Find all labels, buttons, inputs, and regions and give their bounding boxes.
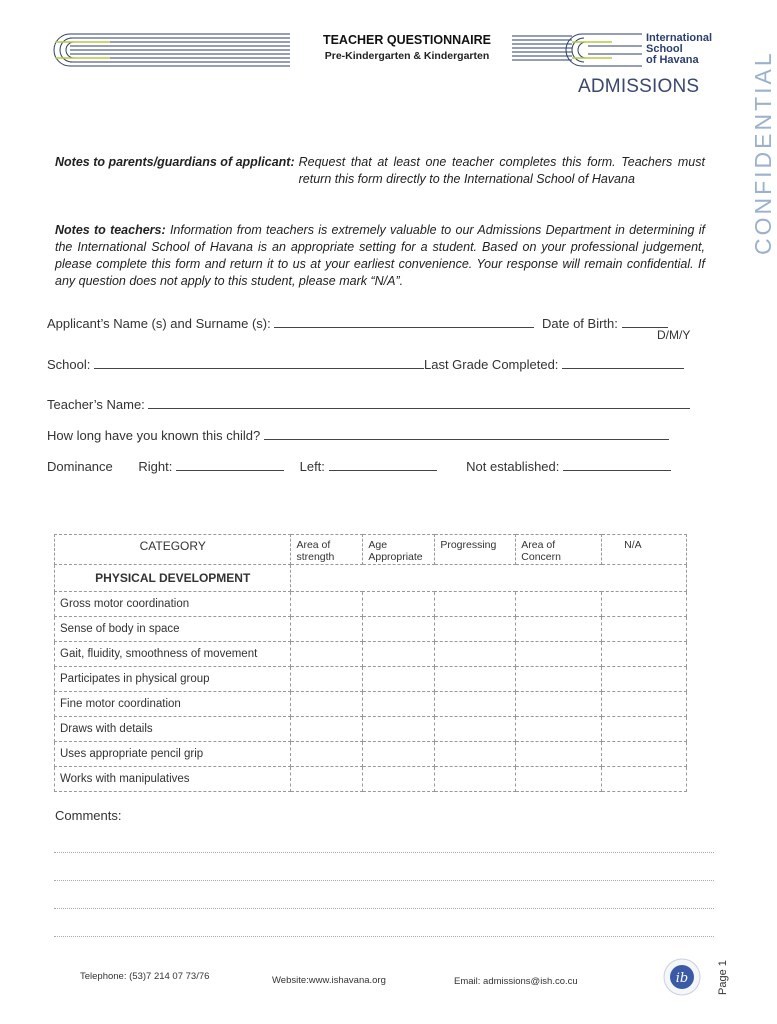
school-label: School:: [47, 357, 91, 372]
header-category: CATEGORY: [55, 535, 291, 565]
section-title: PHYSICAL DEVELOPMENT: [55, 565, 291, 592]
table-row: [55, 767, 687, 792]
table-row: [55, 667, 687, 692]
cell-na[interactable]: [602, 742, 687, 767]
form-title: TEACHER QUESTIONNAIRE: [322, 33, 492, 47]
cell-age-appropriate[interactable]: [363, 642, 435, 667]
header-na: N/A: [602, 535, 687, 565]
cell-na[interactable]: [602, 642, 687, 667]
table-header-row: [55, 535, 687, 565]
how-long-input[interactable]: [264, 427, 669, 440]
cell-area-of-strength[interactable]: [291, 767, 363, 792]
cell-progressing[interactable]: [435, 692, 516, 717]
cell-age-appropriate[interactable]: [363, 592, 435, 617]
page-number: Page 1: [717, 960, 729, 995]
date-of-birth-input[interactable]: [622, 315, 668, 328]
notes-parents-label: Notes to parents/guardians of applicant:: [55, 155, 295, 169]
cell-age-appropriate[interactable]: [363, 692, 435, 717]
cell-area-of-concern[interactable]: [516, 717, 602, 742]
school-row: [47, 356, 684, 372]
cell-progressing[interactable]: [435, 767, 516, 792]
cell-area-of-strength[interactable]: [291, 692, 363, 717]
cell-progressing[interactable]: [435, 667, 516, 692]
cell-area-of-concern[interactable]: [516, 592, 602, 617]
cell-progressing[interactable]: [435, 642, 516, 667]
comment-line-4[interactable]: [54, 936, 714, 937]
physical-development-table: [54, 534, 687, 792]
footer-website: Website:www.ishavana.org: [272, 975, 386, 986]
last-grade-label: Last Grade Completed:: [424, 357, 559, 372]
row-label: Uses appropriate pencil grip: [55, 742, 291, 767]
not-established-input[interactable]: [563, 458, 671, 471]
row-label: Gait, fluidity, smoothness of movement: [55, 642, 291, 667]
table-row: [55, 742, 687, 767]
applicant-name-row: [47, 315, 668, 331]
last-grade-input[interactable]: [562, 356, 684, 369]
row-label: Fine motor coordination: [55, 692, 291, 717]
comments-label: Comments:: [55, 808, 122, 823]
notes-teachers-text: Information from teachers is extremely valuable to our Admissions Department in determining if the International School of Havana is an appropriate setting for a student. Based on your professional judgement, please complete this form and return it to us at your earliest convenience. Your response will remain confidential. If any question does not apply to this student, please mark “N/A”.: [55, 223, 705, 288]
school-name: [646, 33, 712, 66]
cell-age-appropriate[interactable]: [363, 767, 435, 792]
cell-progressing[interactable]: [435, 717, 516, 742]
footer-telephone: Telephone: (53)7 214 07 73/76: [80, 971, 210, 982]
cell-area-of-strength[interactable]: [291, 742, 363, 767]
cell-na[interactable]: [602, 617, 687, 642]
header-stripe-left-icon: [50, 30, 295, 70]
table-row: [55, 692, 687, 717]
cell-progressing[interactable]: [435, 742, 516, 767]
cell-na[interactable]: [602, 692, 687, 717]
school-name-line-2: School: [646, 43, 683, 55]
cell-area-of-concern[interactable]: [516, 667, 602, 692]
header-age-appropriate: Age Appropriate: [363, 535, 435, 565]
how-long-label: How long have you known this child?: [47, 428, 261, 443]
school-logo-icon: [512, 30, 647, 70]
cell-na[interactable]: [602, 592, 687, 617]
school-input[interactable]: [94, 356, 424, 369]
cell-area-of-concern[interactable]: [516, 692, 602, 717]
admissions-heading: ADMISSIONS: [578, 76, 700, 97]
table-row: [55, 592, 687, 617]
dob-format-hint: D/M/Y: [657, 328, 691, 342]
cell-area-of-concern[interactable]: [516, 742, 602, 767]
left-input[interactable]: [329, 458, 437, 471]
confidential-watermark: CONFIDENTIAL: [750, 50, 776, 255]
header-area-of-strength: Area of strength: [291, 535, 363, 565]
comment-line-3[interactable]: [54, 908, 714, 909]
table-row: [55, 717, 687, 742]
dominance-label: Dominance: [47, 459, 113, 474]
applicant-name-label: Applicant’s Name (s) and Surname (s):: [47, 316, 271, 331]
right-label: Right:: [138, 459, 173, 474]
row-label: Participates in physical group: [55, 667, 291, 692]
cell-area-of-concern[interactable]: [516, 642, 602, 667]
notes-teachers-label: Notes to teachers:: [55, 223, 166, 237]
section-row: [55, 565, 687, 592]
notes-teachers: [55, 222, 705, 290]
cell-age-appropriate[interactable]: [363, 742, 435, 767]
cell-area-of-strength[interactable]: [291, 592, 363, 617]
left-label: Left:: [299, 459, 325, 474]
dominance-row: [47, 458, 671, 474]
not-established-label: Not established:: [466, 459, 560, 474]
cell-area-of-strength[interactable]: [291, 717, 363, 742]
cell-na[interactable]: [602, 717, 687, 742]
cell-area-of-strength[interactable]: [291, 667, 363, 692]
svg-text:ib: ib: [675, 971, 689, 986]
cell-progressing[interactable]: [435, 592, 516, 617]
notes-parents: [55, 154, 705, 188]
row-label: Works with manipulatives: [55, 767, 291, 792]
row-label: Sense of body in space: [55, 617, 291, 642]
table-row: [55, 642, 687, 667]
header-area-of-concern: Area of Concern: [516, 535, 602, 565]
cell-na[interactable]: [602, 667, 687, 692]
comment-line-2[interactable]: [54, 880, 714, 881]
cell-progressing[interactable]: [435, 617, 516, 642]
cell-age-appropriate[interactable]: [363, 667, 435, 692]
school-name-line-1: International: [646, 32, 713, 44]
table-row: [55, 617, 687, 642]
ib-world-school-logo-icon: [662, 957, 702, 997]
applicant-name-input[interactable]: [274, 315, 534, 328]
cell-area-of-strength[interactable]: [291, 642, 363, 667]
footer-email: Email: admissions@ish.co.cu: [454, 976, 578, 987]
cell-area-of-concern[interactable]: [516, 767, 602, 792]
teacher-name-label: Teacher’s Name:: [47, 397, 145, 412]
header-progressing: Progressing: [435, 535, 516, 565]
school-name-line-3: of Havana: [646, 54, 699, 66]
section-blank: [291, 565, 687, 592]
how-long-row: [47, 427, 669, 443]
row-label: Draws with details: [55, 717, 291, 742]
cell-na[interactable]: [602, 767, 687, 792]
cell-age-appropriate[interactable]: [363, 617, 435, 642]
teacher-name-input[interactable]: [148, 396, 690, 409]
form-subtitle: Pre-Kindergarten & Kindergarten: [324, 50, 490, 62]
notes-parents-text: Request that at least one teacher completes this form. Teachers must return this form directly to the International School of Havana: [298, 155, 705, 186]
cell-area-of-strength[interactable]: [291, 617, 363, 642]
comment-line-1[interactable]: [54, 852, 714, 853]
cell-age-appropriate[interactable]: [363, 717, 435, 742]
right-input[interactable]: [176, 458, 284, 471]
teacher-name-row: [47, 396, 690, 412]
cell-area-of-concern[interactable]: [516, 617, 602, 642]
row-label: Gross motor coordination: [55, 592, 291, 617]
date-of-birth-label: Date of Birth:: [542, 316, 618, 331]
